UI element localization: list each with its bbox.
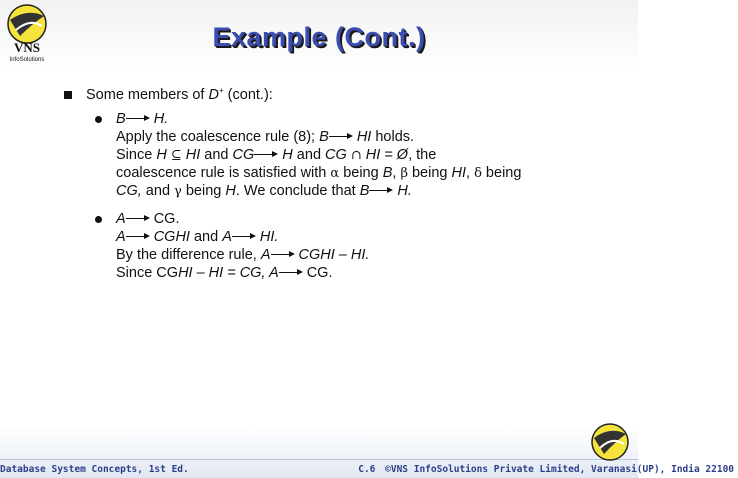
- item1-line4: coalescence rule is satisfied with α being B, β being HI, δ being: [116, 165, 522, 181]
- arrow-icon: [126, 114, 150, 124]
- footer-page: C.6: [358, 464, 376, 475]
- arrow-icon: [126, 214, 150, 224]
- arrow-icon: [271, 250, 295, 260]
- vns-logo-icon: [588, 420, 632, 464]
- round-bullet-icon: [95, 216, 102, 223]
- item1-line5: CG, and γ being H. We conclude that B H.: [116, 183, 412, 199]
- round-bullet-icon: [95, 116, 102, 123]
- item1-line1: B H.: [95, 110, 168, 128]
- item2-line4: Since CGHI – HI = CG, A CG.: [116, 265, 333, 281]
- item2-line1: A CG.: [95, 210, 179, 228]
- slide-title: Example (Cont.): [212, 22, 426, 52]
- item1-line2: Apply the coalescence rule (8); B HI holds.: [116, 129, 415, 145]
- arrow-icon: [329, 132, 353, 142]
- item1-line3: Since H ⊆ HI and CG H and CG ∩ HI = Ø, the: [116, 147, 437, 163]
- bullet-main: Some members of D+ (cont.):: [64, 82, 273, 104]
- footer-divider: [0, 459, 638, 460]
- logo-subtext: InfoSolutions: [9, 57, 45, 63]
- square-bullet-icon: [64, 91, 72, 99]
- arrow-icon: [279, 268, 303, 278]
- footer: [0, 464, 738, 475]
- arrow-icon: [232, 232, 256, 242]
- arrow-icon: [126, 232, 150, 242]
- item2-line3: By the difference rule, A CGHI – HI.: [116, 247, 370, 263]
- arrow-icon: [369, 186, 393, 196]
- footer-right: ©VNS InfoSolutions Private Limited, Varanasi(UP), India 22100: [385, 464, 735, 475]
- footer-left: Database System Concepts, 1st Ed.: [0, 464, 189, 475]
- logo-text: VNS: [13, 40, 41, 55]
- item2-line2: A CGHI and A HI.: [116, 229, 279, 245]
- arrow-icon: [254, 150, 278, 160]
